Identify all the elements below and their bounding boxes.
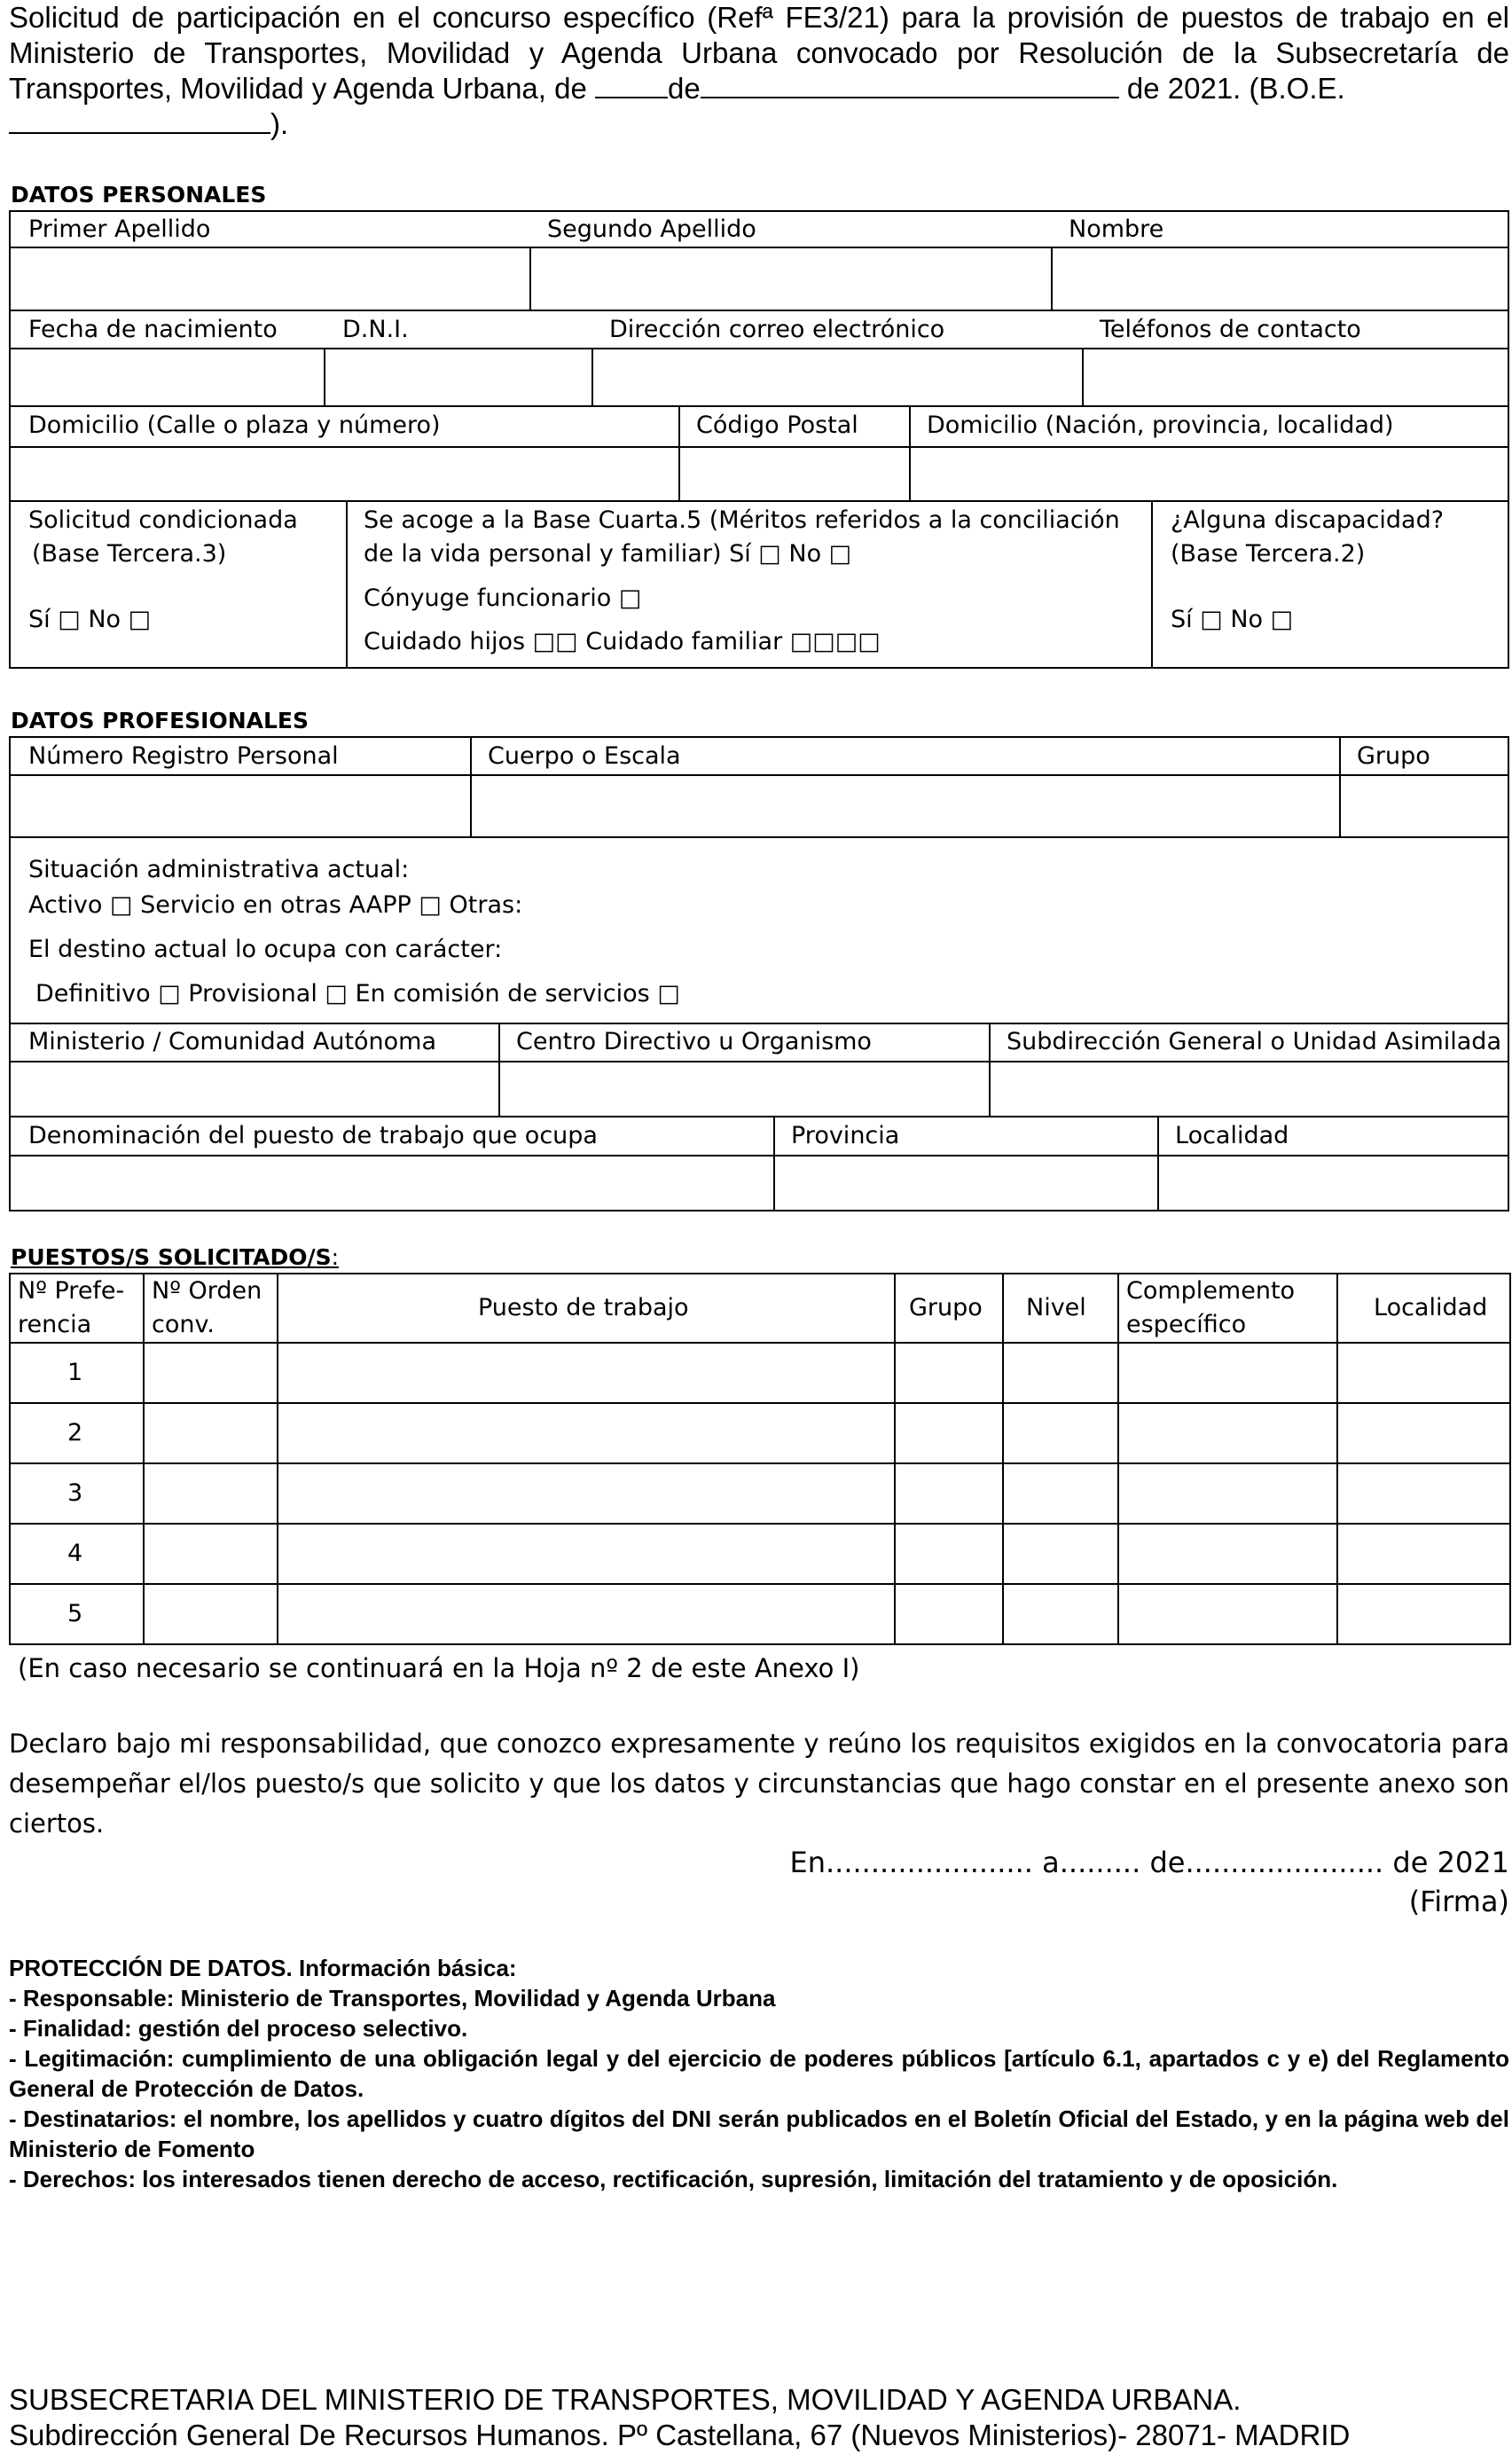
complemento-cell[interactable] bbox=[1118, 1584, 1337, 1644]
label-correo: Dirección correo electrónico bbox=[609, 316, 945, 343]
grupo-cell[interactable] bbox=[895, 1403, 1003, 1463]
label-domicilio-nacion: Domicilio (Nación, provincia, localidad) bbox=[927, 412, 1394, 439]
protection-line: - Destinatarios: el nombre, los apellidos y cuatro dígitos del DNI serán publicados en el Boletín Oficial del Estado, y en la página web del Ministerio de Fomento bbox=[9, 2105, 1509, 2162]
label-grupo: Grupo bbox=[1357, 742, 1430, 770]
telefonos-field[interactable] bbox=[1084, 349, 1508, 405]
label-centro: Centro Directivo u Organismo bbox=[516, 1028, 872, 1055]
label-ministerio: Ministerio / Comunidad Autónoma bbox=[28, 1028, 437, 1055]
protection-line: - Responsable: Ministerio de Transportes, Movilidad y Agenda Urbana bbox=[9, 1985, 776, 2011]
data-protection bbox=[9, 1953, 1509, 2194]
base-cuarta-option[interactable]: Se acoge a la Base Cuarta.5 (Méritos referidos a la conciliación de la vida personal y familiar) Sí □ No □ bbox=[364, 506, 1120, 568]
intro-text: Solicitud de participación en el concurso específico (Refª FE3/21) para la provisión de puestos de trabajo en el Ministerio de Transportes, Movilidad y Agenda Urbana convocado por Resolución de la Subsecretaría de Transportes, Movilidad y Agenda Urbana, de bbox=[9, 1, 1509, 105]
label-segundo-apellido: Segundo Apellido bbox=[547, 216, 756, 243]
domicilio-nacion-field[interactable] bbox=[911, 448, 1508, 500]
protection-line: - Derechos: los interesados tienen derecho de acceso, rectificación, supresión, limitación del tratamiento y de oposición. bbox=[9, 2166, 1338, 2192]
correo-field[interactable] bbox=[593, 349, 1080, 405]
cuerpo-field[interactable] bbox=[472, 776, 1337, 836]
puestos-title-text: PUESTOS/S SOLICITADO/S bbox=[11, 1244, 332, 1270]
label-cuerpo: Cuerpo o Escala bbox=[488, 742, 681, 770]
localidad-cell[interactable] bbox=[1337, 1463, 1510, 1524]
label-situacion: Situación administrativa actual: bbox=[28, 856, 410, 883]
signature-label: (Firma) bbox=[1408, 1885, 1509, 1918]
complemento-cell[interactable] bbox=[1118, 1403, 1337, 1463]
orden-cell[interactable] bbox=[144, 1463, 278, 1524]
puesto-cell[interactable] bbox=[278, 1343, 895, 1403]
puesto-cell[interactable] bbox=[278, 1403, 895, 1463]
orden-cell[interactable] bbox=[144, 1524, 278, 1584]
ministerio-field[interactable] bbox=[11, 1062, 497, 1116]
nivel-cell[interactable] bbox=[1003, 1524, 1118, 1584]
complemento-cell[interactable] bbox=[1118, 1463, 1337, 1524]
label-discapacidad: ¿Alguna discapacidad? bbox=[1171, 506, 1445, 534]
localidad-field[interactable] bbox=[1159, 1157, 1508, 1210]
section-professional-title: DATOS PROFESIONALES bbox=[11, 708, 309, 733]
grupo-cell[interactable] bbox=[895, 1463, 1003, 1524]
primer-apellido-field[interactable] bbox=[11, 248, 528, 310]
table-row bbox=[10, 1343, 1510, 1403]
grupo-cell[interactable] bbox=[895, 1524, 1003, 1584]
grupo-cell[interactable] bbox=[895, 1584, 1003, 1644]
label-subdireccion: Subdirección General o Unidad Asimilada bbox=[1007, 1028, 1501, 1055]
cuidado-options[interactable]: Cuidado hijos □□ Cuidado familiar □□□□ bbox=[364, 628, 881, 655]
denominacion-field[interactable] bbox=[11, 1157, 772, 1210]
localidad-cell[interactable] bbox=[1337, 1343, 1510, 1403]
situacion-options[interactable]: Activo □ Servicio en otras AAPP □ Otras: bbox=[28, 891, 523, 919]
conyuge-option[interactable]: Cónyuge funcionario □ bbox=[364, 584, 642, 612]
label-domicilio: Domicilio (Calle o plaza y número) bbox=[28, 412, 441, 439]
header-preferencia: Nº Prefe-rencia bbox=[10, 1274, 144, 1343]
nivel-cell[interactable] bbox=[1003, 1403, 1118, 1463]
label-nrp: Número Registro Personal bbox=[28, 742, 339, 770]
complemento-cell[interactable] bbox=[1118, 1524, 1337, 1584]
destino-options[interactable]: Definitivo □ Provisional □ En comisión de servicios □ bbox=[35, 980, 680, 1008]
nombre-field[interactable] bbox=[1053, 248, 1508, 310]
protection-line: - Finalidad: gestión del proceso selectivo. bbox=[9, 2015, 468, 2042]
label-condicionada: Solicitud condicionada bbox=[28, 506, 298, 534]
localidad-cell[interactable] bbox=[1337, 1524, 1510, 1584]
row-preference: 1 bbox=[10, 1343, 144, 1403]
label-destino: El destino actual lo ocupa con carácter: bbox=[28, 936, 503, 963]
section-puestos-title bbox=[11, 1244, 339, 1270]
table-row bbox=[10, 1524, 1510, 1584]
row-preference: 4 bbox=[10, 1524, 144, 1584]
provincia-field[interactable] bbox=[775, 1157, 1156, 1210]
label-dni: D.N.I. bbox=[342, 316, 409, 343]
puesto-cell[interactable] bbox=[278, 1524, 895, 1584]
row-preference: 3 bbox=[10, 1463, 144, 1524]
table-row bbox=[10, 1463, 1510, 1524]
header-orden: Nº Orden conv. bbox=[144, 1274, 278, 1343]
grupo-field[interactable] bbox=[1341, 776, 1508, 836]
row-preference: 5 bbox=[10, 1584, 144, 1644]
month-blank[interactable] bbox=[701, 74, 1119, 98]
declaration-text: Declaro bajo mi responsabilidad, que conozco expresamente y reúno los requisitos exigidos en la convocatoria para desempeñar el/los puesto/s que solicito y que los datos y circunstancias que hago constar en el presente anexo son ciertos. bbox=[9, 1729, 1509, 1839]
puestos-title-colon: : bbox=[331, 1244, 340, 1270]
label-codigo-postal: Código Postal bbox=[696, 412, 858, 439]
table-row bbox=[10, 1584, 1510, 1644]
footer bbox=[9, 2382, 1350, 2453]
nrp-field[interactable] bbox=[11, 776, 468, 836]
centro-field[interactable] bbox=[500, 1062, 987, 1116]
intro-year: de 2021. (B.O.E. bbox=[1126, 72, 1345, 105]
table-row bbox=[10, 1403, 1510, 1463]
row-preference: 2 bbox=[10, 1403, 144, 1463]
nivel-cell[interactable] bbox=[1003, 1343, 1118, 1403]
orden-cell[interactable] bbox=[144, 1403, 278, 1463]
orden-cell[interactable] bbox=[144, 1343, 278, 1403]
puesto-cell[interactable] bbox=[278, 1463, 895, 1524]
subdireccion-field[interactable] bbox=[991, 1062, 1508, 1116]
label-denominacion: Denominación del puesto de trabajo que ocupa bbox=[28, 1122, 598, 1149]
complemento-cell[interactable] bbox=[1118, 1343, 1337, 1403]
boe-blank[interactable] bbox=[9, 109, 270, 134]
label-localidad: Localidad bbox=[1175, 1122, 1289, 1149]
puestos-table bbox=[9, 1273, 1511, 1645]
codigo-postal-field[interactable] bbox=[680, 448, 907, 500]
section-personal-title: DATOS PERSONALES bbox=[11, 182, 267, 208]
label-primer-apellido: Primer Apellido bbox=[28, 216, 211, 243]
footer-line-2: Subdirección General De Recursos Humanos. Pº Castellana, 67 (Nuevos Ministerios)- 28071- MADRID bbox=[9, 2419, 1351, 2451]
puesto-cell[interactable] bbox=[278, 1584, 895, 1644]
localidad-cell[interactable] bbox=[1337, 1584, 1510, 1644]
label-nombre: Nombre bbox=[1069, 216, 1164, 243]
header-localidad: Localidad bbox=[1337, 1274, 1510, 1343]
condicionada-options[interactable]: Sí □ No □ bbox=[28, 606, 152, 633]
grupo-cell[interactable] bbox=[895, 1343, 1003, 1403]
continuation-note: (En caso necesario se continuará en la Hoja nº 2 de este Anexo I) bbox=[18, 1653, 860, 1683]
footer-line-1: SUBSECRETARIA DEL MINISTERIO DE TRANSPORTES, MOVILIDAD Y AGENDA URBANA. bbox=[9, 2383, 1242, 2416]
label-discapacidad-base: (Base Tercera.2) bbox=[1171, 540, 1366, 568]
domicilio-field[interactable] bbox=[11, 448, 677, 500]
protection-line: - Legitimación: cumplimiento de una obligación legal y del ejercicio de poderes públicos [artículo 6.1, apartados c y e) del Reglamento General de Protección de Datos. bbox=[9, 2045, 1509, 2102]
fecha-nacimiento-field[interactable] bbox=[11, 349, 322, 405]
intro-de: de bbox=[668, 72, 701, 105]
segundo-apellido-field[interactable] bbox=[531, 248, 1049, 310]
intro-paragraph bbox=[9, 0, 1509, 142]
nivel-cell[interactable] bbox=[1003, 1463, 1118, 1524]
header-grupo: Grupo bbox=[895, 1274, 1003, 1343]
header-complemento: Complemento específico bbox=[1118, 1274, 1337, 1343]
label-fecha-nacimiento: Fecha de nacimiento bbox=[28, 316, 278, 343]
localidad-cell[interactable] bbox=[1337, 1403, 1510, 1463]
nivel-cell[interactable] bbox=[1003, 1584, 1118, 1644]
orden-cell[interactable] bbox=[144, 1584, 278, 1644]
day-blank[interactable] bbox=[595, 74, 668, 98]
discapacidad-options[interactable]: Sí □ No □ bbox=[1171, 606, 1294, 633]
header-nivel: Nivel bbox=[1003, 1274, 1118, 1343]
label-telefonos: Teléfonos de contacto bbox=[1100, 316, 1361, 343]
header-puesto: Puesto de trabajo bbox=[278, 1274, 895, 1343]
protection-title: PROTECCIÓN DE DATOS. Información básica: bbox=[9, 1955, 517, 1981]
intro-close: ). bbox=[270, 107, 289, 140]
dni-field[interactable] bbox=[325, 349, 590, 405]
puestos-header-row bbox=[10, 1274, 1510, 1343]
label-provincia: Provincia bbox=[791, 1122, 900, 1149]
place-date[interactable]: En....................... a......... de...................... de 2021 bbox=[789, 1846, 1509, 1879]
label-condicionada-base: (Base Tercera.3) bbox=[32, 540, 227, 568]
